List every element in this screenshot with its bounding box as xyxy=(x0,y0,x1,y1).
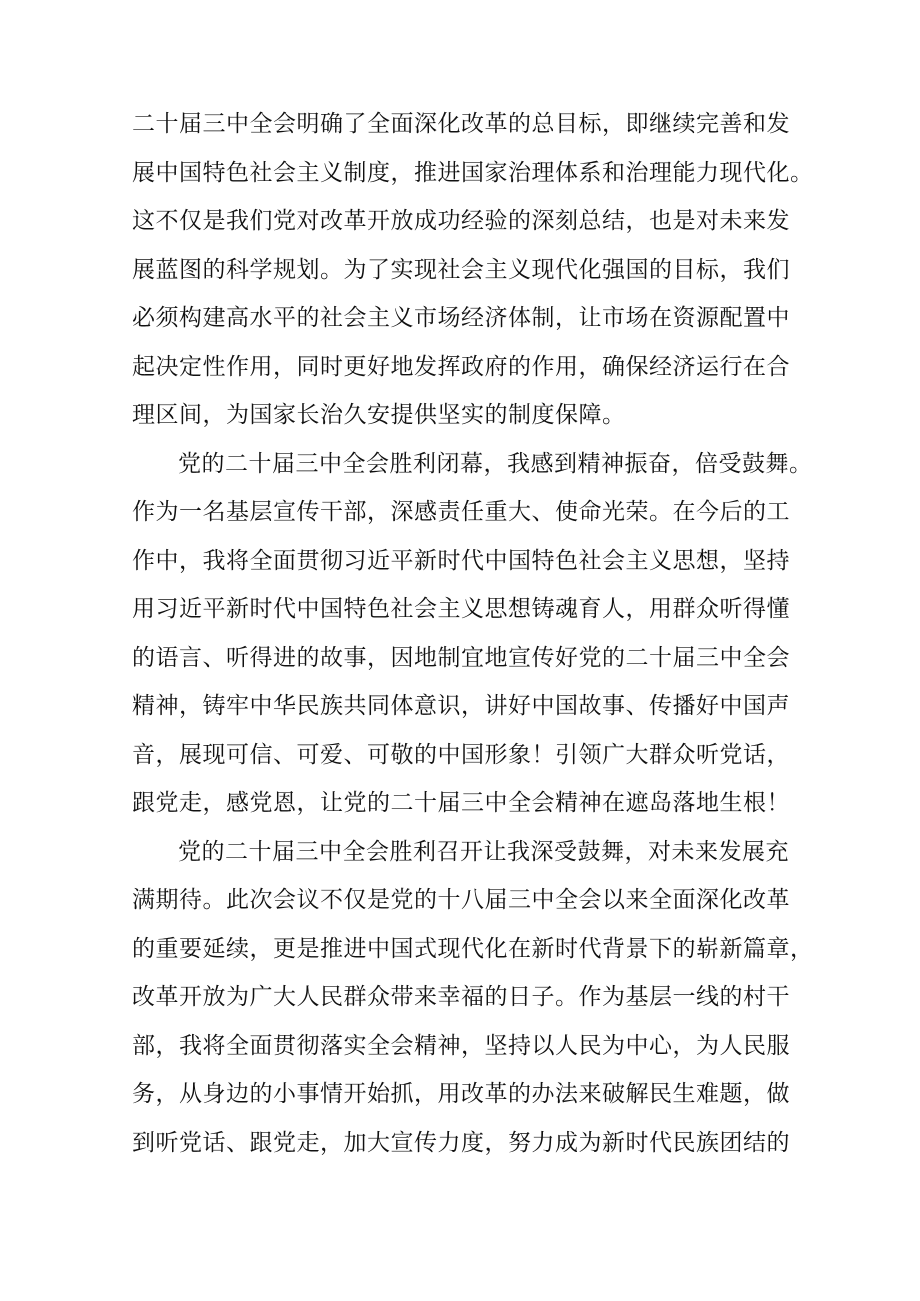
text-line: 作中，我将全面贯彻习近平新时代中国特色社会主义思想，坚持 xyxy=(132,547,790,574)
document-body xyxy=(132,100,814,1167)
text-line: 这不仅是我们党对改革开放成功经验的深刻总结，也是对未来发 xyxy=(132,208,790,234)
text-line: 务，从身边的小事情开始抓，用改革的办法来破解民生难题，做 xyxy=(132,1081,790,1107)
text-line: 作为一名基层宣传干部，深感责任重大、使命光荣。在今后的工 xyxy=(132,499,790,525)
text-line: 展中国特色社会主义制度，推进国家治理体系和治理能力现代化。 xyxy=(132,159,814,186)
text-line: 部，我将全面贯彻落实全会精神，坚持以人民为中心，为人民服 xyxy=(132,1032,790,1059)
text-line: 起决定性作用，同时更好地发挥政府的作用，确保经济运行在合 xyxy=(132,353,790,380)
text-line: 的重要延续，更是推进中国式现代化在新时代背景下的崭新篇章， xyxy=(132,935,814,962)
text-line: 理区间，为国家长治久安提供坚实的制度保障。 xyxy=(132,402,626,428)
text-line: 用习近平新时代中国特色社会主义思想铸魂育人，用群众听得懂 xyxy=(132,596,790,622)
text-line: 精神，铸牢中华民族共同体意识，讲好中国故事、传播好中国声 xyxy=(132,693,790,719)
text-line: 跟党走，感党恩，让党的二十届三中全会精神在遮岛落地生根！ xyxy=(132,790,790,816)
paragraph-1 xyxy=(132,100,814,440)
text-line: 到听党话、跟党走，加大宣传力度，努力成为新时代民族团结的 xyxy=(132,1129,790,1156)
text-line: 满期待。此次会议不仅是党的十八届三中全会以来全面深化改革 xyxy=(132,887,790,913)
text-line: 的语言、听得进的故事，因地制宜地宣传好党的二十届三中全会 xyxy=(132,644,790,671)
paragraph-3 xyxy=(132,828,814,1168)
text-line: 音，展现可信、可爱、可敬的中国形象！引领广大群众听党话， xyxy=(132,741,790,768)
paragraph-2 xyxy=(132,440,813,828)
text-line: 展蓝图的科学规划。为了实现社会主义现代化强国的目标，我们 xyxy=(132,256,790,283)
text-line: 党的二十届三中全会胜利召开让我深受鼓舞，对未来发展充 xyxy=(178,838,789,865)
text-line: 改革开放为广大人民群众带来幸福的日子。作为基层一线的村干 xyxy=(132,984,790,1010)
text-line: 二十届三中全会明确了全面深化改革的总目标，即继续完善和发 xyxy=(132,111,790,137)
text-line: 党的二十届三中全会胜利闭幕，我感到精神振奋，倍受鼓舞。 xyxy=(178,450,813,477)
text-line: 必须构建高水平的社会主义市场经济体制，让市场在资源配置中 xyxy=(132,305,790,331)
